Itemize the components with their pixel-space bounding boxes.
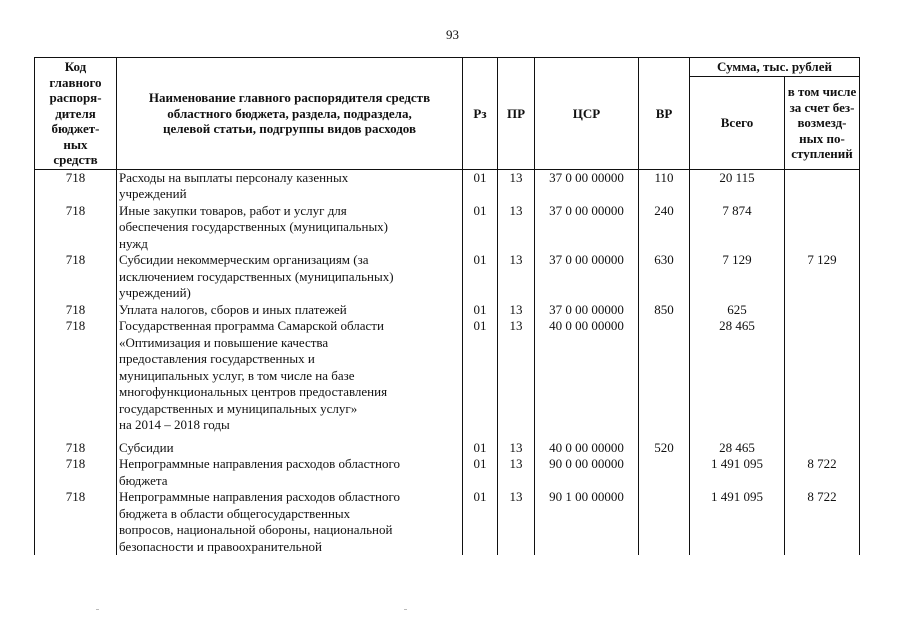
cell-free: 8 722 [785, 456, 860, 489]
cell-free [785, 302, 860, 319]
cell-pr: 13 [498, 302, 535, 319]
cell-vr [639, 456, 690, 489]
cell-csr: 90 0 00 00000 [535, 456, 639, 489]
cell-code: 718 [35, 203, 117, 253]
cell-name: Государственная программа Самарской области «Оптимизация и повышение качества предоставления государственных и муниципальных услуг, в том числе на базе многофункциональных центров предоставления государственных и муниципальных услуг» на 2014 – 2018 годы [117, 318, 463, 434]
cell-total: 28 465 [690, 440, 785, 457]
budget-table [34, 57, 860, 555]
cell-name: Иные закупки товаров, работ и услуг для обеспечения государственных (муниципальных) нужд [117, 203, 463, 253]
table-row [35, 489, 860, 555]
cell-code: 718 [35, 440, 117, 457]
cell-total: 1 491 095 [690, 456, 785, 489]
cell-csr: 90 1 00 00000 [535, 489, 639, 555]
cell-vr [639, 489, 690, 555]
cell-name: Расходы на выплаты персоналу казенных учреждений [117, 169, 463, 203]
header-vr: ВР [639, 58, 690, 170]
cell-rz: 01 [463, 203, 498, 253]
cell-vr: 520 [639, 440, 690, 457]
cell-code: 718 [35, 169, 117, 203]
table-row [35, 252, 860, 302]
cell-rz: 01 [463, 489, 498, 555]
cell-name: Непрограммные направления расходов областного бюджета в области общегосударственных вопросов, национальной обороны, национальной безопасности и правоохранительной [117, 489, 463, 555]
cell-pr: 13 [498, 203, 535, 253]
cell-vr: 630 [639, 252, 690, 302]
cell-free [785, 318, 860, 434]
header-code: Код главного распоря- дителя бюджет- ных средств [35, 58, 117, 170]
cell-csr: 37 0 00 00000 [535, 252, 639, 302]
table-row [35, 318, 860, 434]
cell-code: 718 [35, 252, 117, 302]
cell-code: 718 [35, 302, 117, 319]
cell-vr: 850 [639, 302, 690, 319]
cell-rz: 01 [463, 169, 498, 203]
cell-rz: 01 [463, 440, 498, 457]
scan-speck [404, 609, 407, 610]
header-total: Всего [690, 77, 785, 170]
table-row [35, 440, 860, 457]
cell-rz: 01 [463, 318, 498, 434]
table-row [35, 456, 860, 489]
cell-total: 625 [690, 302, 785, 319]
cell-free [785, 203, 860, 253]
cell-name: Уплата налогов, сборов и иных платежей [117, 302, 463, 319]
cell-pr: 13 [498, 456, 535, 489]
cell-vr: 110 [639, 169, 690, 203]
cell-rz: 01 [463, 456, 498, 489]
table-row [35, 203, 860, 253]
cell-code: 718 [35, 489, 117, 555]
cell-code: 718 [35, 456, 117, 489]
cell-pr: 13 [498, 252, 535, 302]
cell-total: 20 115 [690, 169, 785, 203]
header-free: в том числе за счет без- возмезд- ных по- ступлений [785, 77, 860, 170]
page-number: 93 [446, 27, 459, 42]
cell-total: 1 491 095 [690, 489, 785, 555]
cell-csr: 37 0 00 00000 [535, 203, 639, 253]
cell-name: Субсидии некоммерческим организациям (за исключением государственных (муниципальных) учреждений) [117, 252, 463, 302]
header-sum: Сумма, тыс. рублей [690, 58, 860, 77]
cell-vr: 240 [639, 203, 690, 253]
cell-total: 7 129 [690, 252, 785, 302]
header-csr: ЦСР [535, 58, 639, 170]
cell-name: Непрограммные направления расходов областного бюджета [117, 456, 463, 489]
cell-csr: 37 0 00 00000 [535, 169, 639, 203]
table-row [35, 169, 860, 203]
cell-pr: 13 [498, 169, 535, 203]
cell-pr: 13 [498, 318, 535, 434]
cell-total: 28 465 [690, 318, 785, 434]
cell-csr: 40 0 00 00000 [535, 440, 639, 457]
scan-speck [96, 609, 99, 610]
cell-free [785, 169, 860, 203]
table-row [35, 302, 860, 319]
header-name: Наименование главного распорядителя средств областного бюджета, раздела, подраздела, целевой статьи, подгруппы видов расходов [117, 58, 463, 170]
cell-name: Субсидии [117, 440, 463, 457]
cell-free [785, 440, 860, 457]
header-pr: ПР [498, 58, 535, 170]
cell-total: 7 874 [690, 203, 785, 253]
cell-pr: 13 [498, 440, 535, 457]
cell-csr: 40 0 00 00000 [535, 318, 639, 434]
cell-free: 8 722 [785, 489, 860, 555]
cell-pr: 13 [498, 489, 535, 555]
cell-code: 718 [35, 318, 117, 434]
header-rz: Рз [463, 58, 498, 170]
cell-rz: 01 [463, 252, 498, 302]
cell-csr: 37 0 00 00000 [535, 302, 639, 319]
cell-vr [639, 318, 690, 434]
cell-rz: 01 [463, 302, 498, 319]
cell-free: 7 129 [785, 252, 860, 302]
